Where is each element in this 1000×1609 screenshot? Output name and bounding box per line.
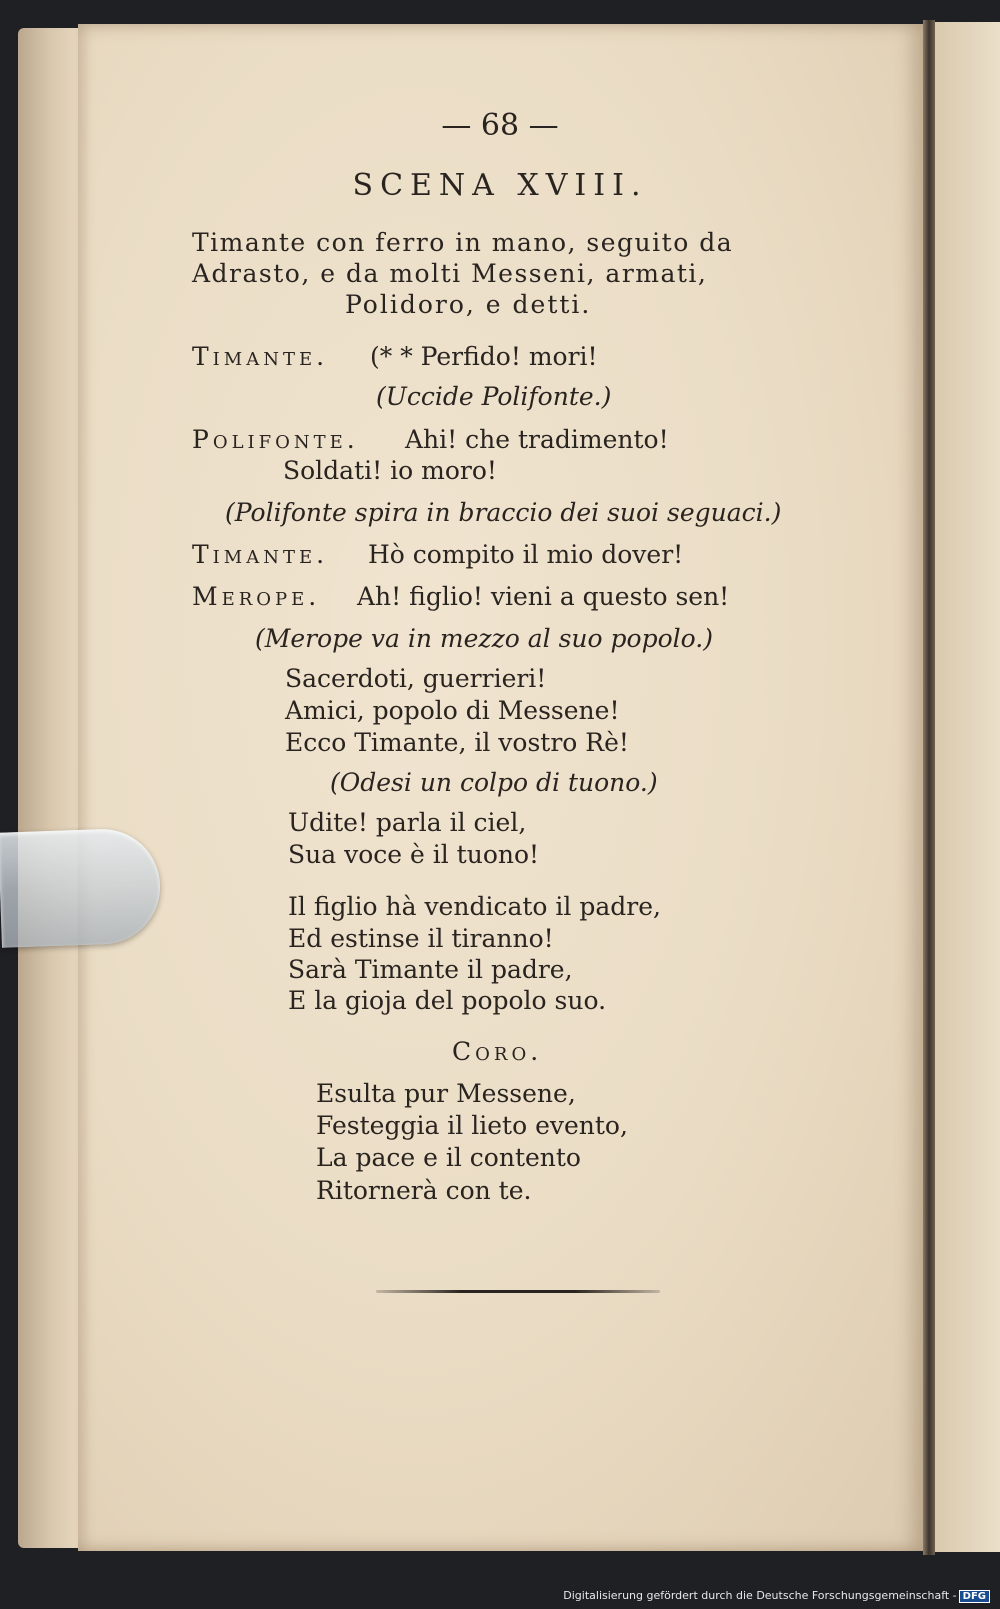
facing-page-edge: [935, 22, 1000, 1552]
stage-direction-spira: (Polifonte spira in braccio dei suoi seguaci.): [225, 498, 782, 527]
credit-text: Digitalisierung gefördert durch die Deutsche Forschungsgemeinschaft -: [563, 1589, 957, 1602]
coro-verse-line: Esulta pur Messene,: [316, 1079, 576, 1108]
speech-timante-2: Hò compito il mio dover!: [368, 540, 684, 569]
stage-direction-uccide: (Uccide Polifonte.): [376, 382, 612, 411]
stage-direction-line-2: Adrasto, e da molti Messeni, armati,: [192, 259, 708, 288]
end-rule: [376, 1290, 660, 1293]
stage-direction-line-3: Polidoro, e detti.: [345, 290, 592, 319]
scene-title: SCENA XVIII.: [352, 168, 648, 203]
stage-direction-line-1: Timante con ferro in mano, seguito da: [192, 228, 734, 257]
coro-verse-line: Festeggia il lieto evento,: [316, 1111, 628, 1140]
merope-verse-line: Amici, popolo di Messene!: [285, 696, 620, 725]
merope-verse-line: Sua voce è il tuono!: [288, 840, 540, 869]
digitization-credit: [563, 1589, 990, 1603]
speech-polifonte-1: Ahi! che tradimento!: [405, 425, 669, 454]
merope-verse-line: Sacerdoti, guerrieri!: [285, 664, 547, 693]
merope-verse-line: Udite! parla il ciel,: [288, 808, 527, 837]
merope-verse-line: Ecco Timante, il vostro Rè!: [285, 728, 629, 757]
dfg-logo: DFG: [959, 1590, 990, 1603]
merope-verse-line: Il figlio hà vendicato il padre,: [288, 892, 661, 921]
speaker-timante-2: Timante.: [192, 540, 329, 569]
page-number: — 68 —: [441, 108, 559, 143]
coro-label: Coro.: [452, 1037, 543, 1066]
coro-verse-line: La pace e il contento: [316, 1143, 581, 1172]
book-gutter: [923, 20, 935, 1555]
merope-verse-line: E la gioja del popolo suo.: [288, 986, 607, 1015]
speaker-merope: Merope.: [192, 582, 321, 611]
speech-polifonte-2: Soldati! io moro!: [283, 456, 497, 485]
merope-verse-line: Sarà Timante il padre,: [288, 955, 573, 984]
stage-direction-tuono: (Odesi un colpo di tuono.): [330, 768, 658, 797]
coro-verse-line: Ritornerà con te.: [316, 1176, 532, 1205]
merope-verse-line: Ed estinse il tiranno!: [288, 924, 554, 953]
speech-timante-1: (* * Perfido! mori!: [370, 342, 598, 371]
page-holder-clip: [0, 827, 162, 948]
speaker-polifonte: Polifonte.: [192, 425, 359, 454]
speaker-timante-1: Timante.: [192, 342, 329, 371]
speech-merope-1: Ah! figlio! vieni a questo sen!: [357, 582, 730, 611]
stage-direction-merope: (Merope va in mezzo al suo popolo.): [255, 624, 713, 653]
